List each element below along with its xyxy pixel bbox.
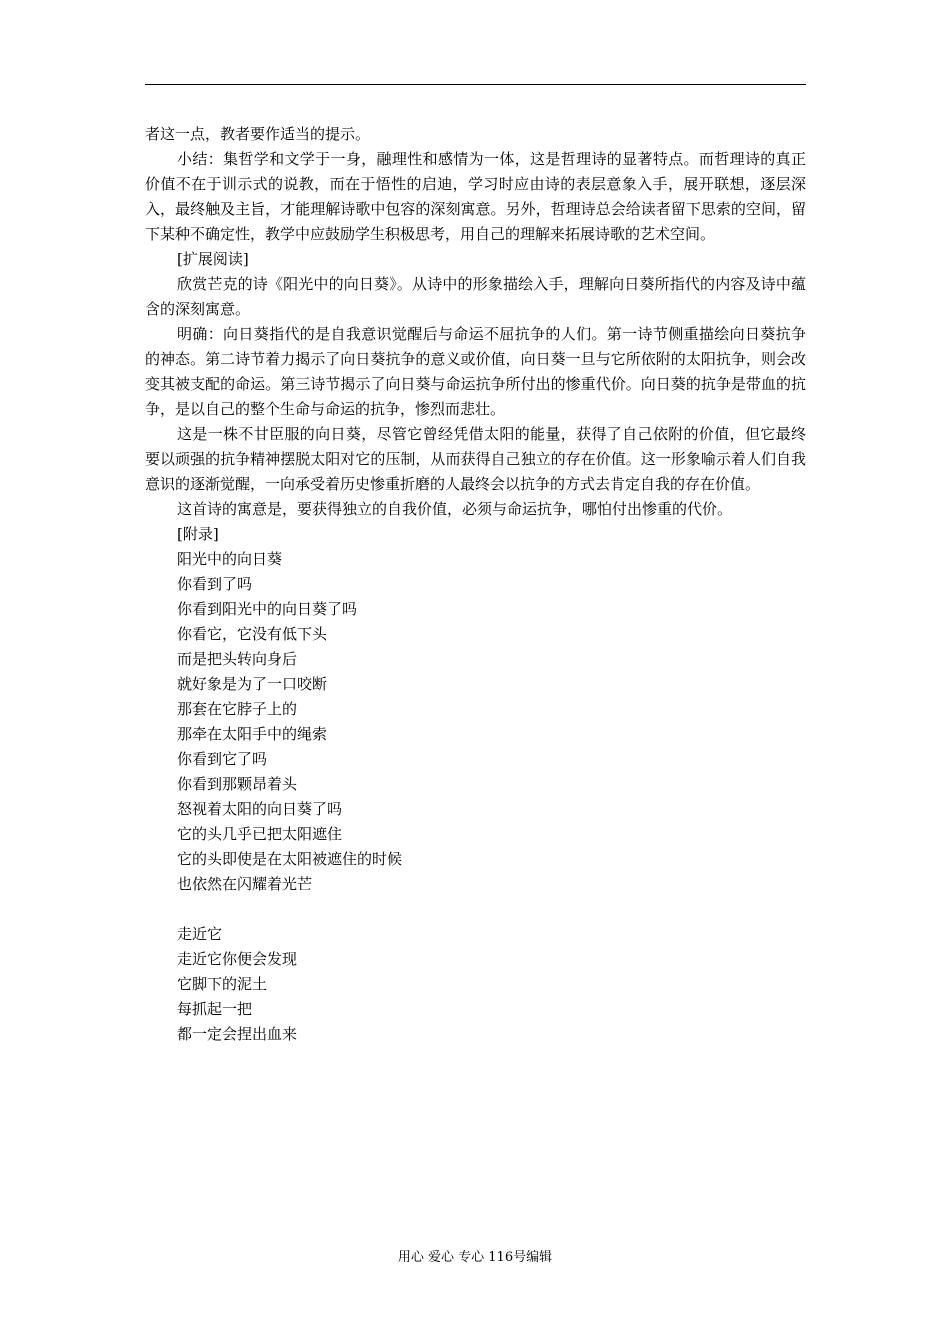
poem-line: 你看它，它没有低下头 xyxy=(177,625,328,643)
poem-line: 你看到那颗昂着头 xyxy=(177,775,298,793)
poem-line: 也依然在闪耀着光芒 xyxy=(177,875,313,893)
poem-title: 阳光中的向日葵 xyxy=(177,550,283,568)
paragraph-meaning: 这首诗的寓意是，要获得独立的自我价值，必须与命运抗争，哪怕付出惨重的代价。 xyxy=(177,500,733,518)
paragraph-summary: 小结：集哲学和文学于一身，融理性和感情为一体，这是哲理诗的显著特点。而哲理诗的真正价值不在于训示式的说教，而在于悟性的启迪，学习时应由诗的表层意象入手，展开联想，逐层深入，最终触及主旨，才能理解诗歌中包容的深刻寓意。另外，哲理诗总会给读者留下思索的空间，留下某种不确定性，教学中应鼓励学生积极思考，用自己的理解来拓展诗歌的艺术空间。 xyxy=(145,150,806,243)
poem-line: 都一定会捏出血来 xyxy=(177,1025,298,1043)
poem-line: 每抓起一把 xyxy=(177,1000,253,1018)
poem-line: 走近它你便会发现 xyxy=(177,950,298,968)
poem-line: 你看到阳光中的向日葵了吗 xyxy=(177,600,358,618)
poem-line: 它脚下的泥土 xyxy=(177,975,268,993)
stanza-break xyxy=(177,897,806,922)
paragraph-answer: 明确：向日葵指代的是自我意识觉醒后与命运不屈抗争的人们。第一诗节侧重描绘向日葵抗争的神态。第二诗节着力揭示了向日葵抗争的意义或价值，向日葵一旦与它所依附的太阳抗争，则会改变其被支配的命运。第三诗节揭示了向日葵与命运抗争所付出的惨重代价。向日葵的抗争是带血的抗争，是以自己的整个生命与命运的抗争，惨烈而悲壮。 xyxy=(145,325,806,418)
page-footer: 用心 爱心 专心 116号编辑 xyxy=(397,1250,553,1265)
section-heading-appendix: [附录] xyxy=(177,525,219,543)
header-rule xyxy=(145,84,806,85)
poem-line: 就好象是为了一口咬断 xyxy=(177,675,328,693)
poem-line: 而是把头转向身后 xyxy=(177,650,298,668)
poem-line: 走近它 xyxy=(177,925,223,943)
poem-line: 你看到了吗 xyxy=(177,575,253,593)
poem-line: 你看到它了吗 xyxy=(177,750,268,768)
poem-line: 它的头几乎已把太阳遮住 xyxy=(177,825,343,843)
paragraph-reading-task: 欣赏芒克的诗《阳光中的向日葵》。从诗中的形象描绘入手，理解向日葵所指代的内容及诗中蕴含的深刻寓意。 xyxy=(145,275,806,318)
poem-line: 它的头即使是在太阳被遮住的时候 xyxy=(177,850,403,868)
poem-line: 怒视着太阳的向日葵了吗 xyxy=(177,800,343,818)
section-heading-extended-reading: [扩展阅读] xyxy=(177,250,249,268)
poem-line: 那牵在太阳手中的绳索 xyxy=(177,725,328,743)
document-body xyxy=(145,122,806,1047)
paragraph-analysis: 这是一株不甘臣服的向日葵，尽管它曾经凭借太阳的能量，获得了自己依附的价值，但它最终要以顽强的抗争精神摆脱太阳对它的压制，从而获得自己独立的存在价值。这一形象喻示着人们自我意识的逐渐觉醒，一向承受着历史惨重折磨的人最终会以抗争的方式去肯定自我的存在价值。 xyxy=(145,425,806,493)
poem-line: 那套在它脖子上的 xyxy=(177,700,298,718)
paragraph-continuation: 者这一点，教者要作适当的提示。 xyxy=(145,125,371,143)
poem xyxy=(145,547,806,1047)
